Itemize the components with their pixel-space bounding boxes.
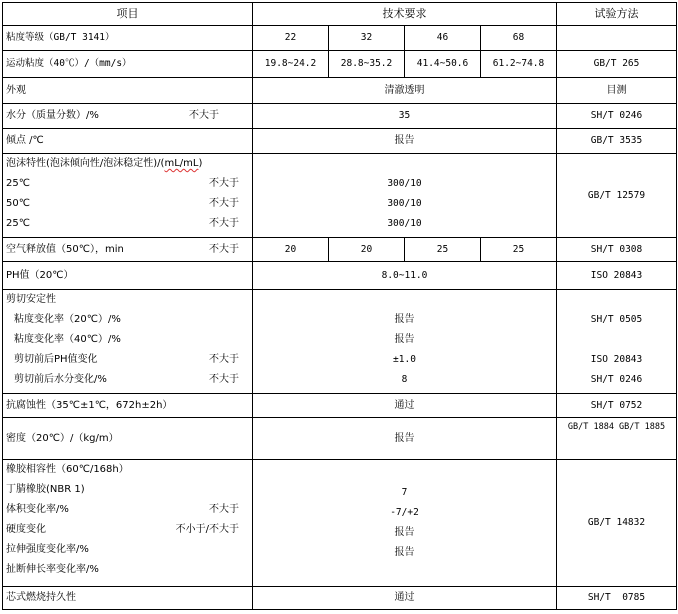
foam-title-unit: mL/mL [164, 158, 199, 169]
grade-cell: 68 [481, 26, 557, 51]
foam-sub-3 [6, 214, 249, 234]
grade-cell: 32 [329, 26, 405, 51]
viscosity-method: GB/T 265 [557, 51, 677, 78]
water-label: 水分（质量分数）/% [6, 110, 99, 121]
appearance-row [3, 78, 677, 104]
foam-temp: 50℃ [6, 198, 30, 209]
foam-label-cell [3, 154, 253, 238]
foam-title-suffix: ) [198, 158, 203, 169]
viscosity-label: 运动粘度（40℃）/（mm/s） [3, 51, 253, 78]
shear-qualifier: 不大于 [209, 374, 239, 385]
header-item: 项目 [3, 3, 253, 26]
shear-row [3, 290, 677, 394]
appearance-value: 清澈透明 [253, 78, 557, 104]
shear-methods [557, 290, 677, 394]
water-qualifier: 不大于 [189, 110, 219, 121]
viscosity-cell: 41.4~50.6 [405, 51, 481, 78]
rubber-sub-2 [6, 520, 249, 540]
shear-title: 剪切安定性 [6, 294, 56, 305]
ph-value: 8.0~11.0 [253, 262, 557, 290]
air-cell: 25 [405, 238, 481, 262]
viscosity-row [3, 51, 677, 78]
foam-values [253, 154, 557, 238]
wick-method: SH/T 0785 [557, 587, 677, 610]
rubber-qualifier: 不大于 [209, 504, 239, 515]
viscosity-cell: 19.8~24.2 [253, 51, 329, 78]
rubber-value: 报告 [394, 547, 415, 558]
foam-row [3, 154, 677, 238]
shear-value: 8 [401, 374, 408, 385]
air-label: 空气释放值（50℃），min [6, 243, 124, 255]
foam-value: 300/10 [387, 198, 422, 209]
air-row [3, 238, 677, 262]
foam-temp: 25℃ [6, 178, 30, 189]
corrosion-row [3, 394, 677, 418]
shear-sub-2 [6, 330, 249, 350]
foam-title-prefix: 泡沫特性(泡沫倾向性/泡沫稳定性)/( [6, 158, 165, 169]
appearance-method: 目测 [557, 78, 677, 104]
water-value: 35 [253, 104, 557, 129]
rubber-method: GB/T 14832 [557, 460, 677, 587]
rubber-sub-label: 硬度变化 [6, 524, 46, 535]
spec-table [2, 2, 677, 610]
grades-row [3, 26, 677, 51]
grade-cell: 22 [253, 26, 329, 51]
rubber-sub-1 [6, 500, 249, 520]
header-row [3, 3, 677, 26]
shear-values [253, 290, 557, 394]
foam-value: 300/10 [387, 218, 422, 229]
foam-temp: 25℃ [6, 218, 30, 229]
wick-value: 通过 [253, 587, 557, 610]
density-row [3, 418, 677, 460]
shear-sub-label: 剪切前后PH值变化 [14, 354, 98, 365]
rubber-sub-4 [6, 560, 249, 580]
ph-row [3, 262, 677, 290]
density-method: GB/T 1884 GB/T 1885 [557, 418, 677, 460]
foam-sub-2 [6, 194, 249, 214]
pour-value: 报告 [253, 129, 557, 154]
shear-label-cell [3, 290, 253, 394]
shear-method: SH/T 0246 [590, 374, 643, 385]
rubber-title: 橡胶相容性（60℃/168h） [6, 464, 129, 475]
air-cell: 20 [253, 238, 329, 262]
ph-method: ISO 20843 [557, 262, 677, 290]
water-method: SH/T 0246 [557, 104, 677, 129]
shear-sub-3 [6, 350, 249, 370]
pour-method: GB/T 3535 [557, 129, 677, 154]
rubber-value: 报告 [394, 527, 415, 538]
water-row [3, 104, 677, 129]
viscosity-cell: 61.2~74.8 [481, 51, 557, 78]
air-label-cell [3, 238, 253, 262]
wick-row [3, 587, 677, 610]
shear-sub-label: 粘度变化率（40℃）/% [14, 334, 121, 345]
shear-sub-label: 剪切前后水分变化/% [14, 374, 107, 385]
viscosity-cell: 28.8~35.2 [329, 51, 405, 78]
shear-sub-label: 粘度变化率（20℃）/% [14, 314, 121, 325]
shear-value: 报告 [394, 334, 415, 345]
rubber-label-cell [3, 460, 253, 587]
shear-value: ±1.0 [393, 354, 416, 365]
shear-method [560, 330, 673, 350]
rubber-values [253, 460, 557, 587]
air-qualifier: 不大于 [209, 243, 239, 255]
foam-method: GB/T 12579 [557, 154, 677, 238]
rubber-sub-3 [6, 540, 249, 560]
ph-label: PH值（20℃） [3, 262, 253, 290]
header-requirement: 技术要求 [253, 3, 557, 26]
shear-qualifier: 不大于 [209, 354, 239, 365]
air-method: SH/T 0308 [557, 238, 677, 262]
pour-row [3, 129, 677, 154]
appearance-label: 外观 [3, 78, 253, 104]
wick-label: 芯式燃烧持久性 [3, 587, 253, 610]
header-method: 试验方法 [557, 3, 677, 26]
rubber-value: -7/+2 [390, 507, 419, 518]
rubber-sub-label: 体积变化率/% [6, 504, 69, 515]
density-value: 报告 [253, 418, 557, 460]
foam-sub-1 [6, 174, 249, 194]
foam-qualifier: 不大于 [209, 198, 239, 209]
rubber-row [3, 460, 677, 587]
rubber-material: 丁腈橡胶(NBR 1) [6, 484, 85, 495]
rubber-value: 7 [401, 487, 408, 498]
water-label-cell [3, 104, 253, 129]
rubber-sub-label: 拉伸强度变化率/% [6, 544, 89, 555]
rubber-qualifier: 不小于/不大于 [175, 524, 239, 535]
corrosion-method: SH/T 0752 [557, 394, 677, 418]
air-cell: 25 [481, 238, 557, 262]
shear-method: ISO 20843 [590, 354, 643, 365]
foam-qualifier: 不大于 [209, 218, 239, 229]
shear-sub-4 [6, 370, 249, 390]
pour-label: 倾点 /℃ [3, 129, 253, 154]
grades-label: 粘度等级（GB/T 3141） [3, 26, 253, 51]
density-label: 密度（20℃）/（kg/m） [3, 418, 253, 460]
rubber-sub-label: 扯断伸长率变化率/% [6, 564, 99, 575]
corrosion-value: 通过 [253, 394, 557, 418]
shear-sub-1 [6, 310, 249, 330]
foam-qualifier: 不大于 [209, 178, 239, 189]
air-cell: 20 [329, 238, 405, 262]
shear-method: SH/T 0505 [590, 314, 643, 325]
grades-method [557, 26, 677, 51]
grade-cell: 46 [405, 26, 481, 51]
shear-value: 报告 [394, 314, 415, 325]
corrosion-label: 抗腐蚀性（35℃±1℃，672h±2h） [3, 394, 253, 418]
foam-value: 300/10 [387, 178, 422, 189]
